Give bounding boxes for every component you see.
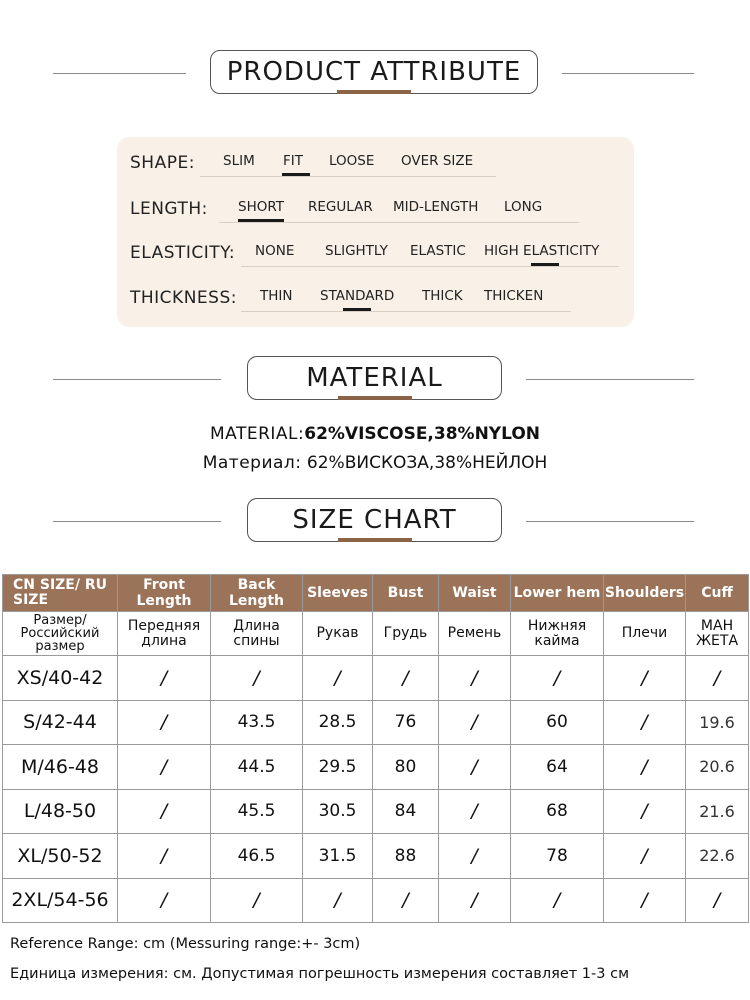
measurement-cell: 29.5 — [303, 745, 373, 790]
measurement-cell: 31.5 — [303, 834, 373, 879]
measurement-cell: / — [511, 878, 604, 923]
measurement-cell: / — [439, 700, 511, 745]
measurement-cell: / — [439, 878, 511, 923]
measurement-cell: / — [303, 878, 373, 923]
attribute-option: REGULAR — [308, 199, 373, 215]
table-header-row-ru — [3, 612, 749, 656]
header-cell: Передняя длина — [118, 612, 211, 656]
header-cell: Рукав — [303, 612, 373, 656]
attribute-option-selected: SHORT — [238, 199, 284, 215]
attribute-option-selected: FIT — [283, 153, 303, 169]
attribute-option: THICKEN — [484, 288, 544, 304]
attribute-panel — [117, 137, 634, 327]
title-accent-bar — [337, 90, 411, 94]
measurement-cell: / — [118, 789, 211, 834]
product-attribute-header — [0, 50, 750, 98]
measurement-cell: 45.5 — [211, 789, 303, 834]
material-en-label: MATERIAL: — [209, 424, 305, 444]
table-row — [3, 745, 749, 790]
measurement-cell: / — [686, 656, 749, 701]
size-table-body — [3, 656, 749, 923]
measurement-cell: 64 — [511, 745, 604, 790]
header-rule-right — [526, 521, 694, 522]
measurement-cell: 60 — [511, 700, 604, 745]
header-cell: Cuff — [686, 575, 749, 612]
header-cell: Lower hem — [511, 575, 604, 612]
header-cell: Sleeves — [303, 575, 373, 612]
measurement-cell: / — [118, 878, 211, 923]
header-cell: Bust — [373, 575, 439, 612]
header-cell: Плечи — [604, 612, 686, 656]
header-rule-right — [526, 379, 694, 380]
attribute-options — [241, 243, 619, 267]
material-en-value: 62%VISCOSE,38%NYLON — [304, 424, 541, 444]
attribute-option: SLIGHTLY — [325, 243, 388, 259]
material-ru-label: Материал: — [202, 453, 302, 473]
attribute-row-thickness — [117, 286, 634, 326]
measurement-cell: / — [373, 656, 439, 701]
measurement-cell: / — [439, 745, 511, 790]
attribute-option-selected: HIGH ELASTICITY — [484, 243, 599, 259]
header-cell: Размер/ Российский размер — [3, 612, 118, 656]
size-cell: M/46-48 — [3, 745, 118, 790]
attribute-label: LENGTH: — [130, 199, 208, 219]
title-accent-bar — [338, 396, 412, 400]
size-chart-title — [247, 498, 502, 542]
measurement-cell: 84 — [373, 789, 439, 834]
measurement-cell: 28.5 — [303, 700, 373, 745]
measurement-cell: / — [211, 878, 303, 923]
header-cell: Front Length — [118, 575, 211, 612]
product-attribute-title — [210, 50, 538, 94]
attribute-option-selected: STANDARD — [320, 288, 394, 304]
attribute-row-length — [117, 197, 634, 237]
measurement-cell: 46.5 — [211, 834, 303, 879]
size-chart-title-text: SIZE CHART — [292, 505, 457, 535]
measurement-cell: 21.6 — [686, 789, 749, 834]
measurement-cell: / — [439, 656, 511, 701]
table-row — [3, 656, 749, 701]
table-row — [3, 878, 749, 923]
measurement-cell: / — [118, 656, 211, 701]
measurement-cell: 88 — [373, 834, 439, 879]
size-table — [2, 574, 749, 923]
measurement-cell: / — [686, 878, 749, 923]
header-cell: Нижняя кайма — [511, 612, 604, 656]
reference-range-en: Reference Range: cm (Messuring range:+- 3cm) — [10, 936, 361, 952]
attribute-row-shape — [117, 151, 634, 191]
attribute-options — [200, 153, 496, 177]
size-cell: L/48-50 — [3, 789, 118, 834]
measurement-cell: / — [118, 745, 211, 790]
material-title-text: MATERIAL — [306, 363, 443, 393]
header-rule-left — [53, 521, 221, 522]
measurement-cell: 44.5 — [211, 745, 303, 790]
measurement-cell: 43.5 — [211, 700, 303, 745]
attribute-label: THICKNESS: — [130, 288, 237, 308]
attribute-option: LONG — [504, 199, 543, 215]
size-chart-header — [0, 498, 750, 546]
measurement-cell: / — [604, 878, 686, 923]
measurement-cell: 19.6 — [686, 700, 749, 745]
measurement-cell: / — [211, 656, 303, 701]
attribute-option: MID-LENGTH — [393, 199, 479, 215]
measurement-cell: / — [604, 745, 686, 790]
table-row — [3, 700, 749, 745]
header-cell: Waist — [439, 575, 511, 612]
header-cell: Грудь — [373, 612, 439, 656]
measurement-cell: / — [118, 834, 211, 879]
attribute-option: OVER SIZE — [401, 153, 474, 169]
material-en-line — [0, 424, 750, 444]
table-header-row-en — [3, 575, 749, 612]
selected-mark — [238, 219, 284, 222]
measurement-cell: / — [303, 656, 373, 701]
attribute-label: ELASTICITY: — [130, 243, 236, 263]
header-rule-left — [53, 73, 186, 74]
measurement-cell: 76 — [373, 700, 439, 745]
attribute-option: LOOSE — [329, 153, 375, 169]
product-attribute-title-text: PRODUCT ATTRIBUTE — [226, 57, 522, 87]
material-title — [247, 356, 502, 400]
measurement-cell: 30.5 — [303, 789, 373, 834]
measurement-cell: / — [373, 878, 439, 923]
header-rule-right — [562, 73, 694, 74]
header-cell: Длина спины — [211, 612, 303, 656]
material-ru-line — [0, 453, 750, 473]
table-row — [3, 834, 749, 879]
measurement-cell: 22.6 — [686, 834, 749, 879]
measurement-cell: 78 — [511, 834, 604, 879]
table-row — [3, 789, 749, 834]
size-cell: S/42-44 — [3, 700, 118, 745]
attribute-option: SLIM — [223, 153, 255, 169]
header-cell: МАН ЖЕТА — [686, 612, 749, 656]
measurement-cell: / — [604, 789, 686, 834]
header-cell: Shoulders — [604, 575, 686, 612]
measurement-cell: 80 — [373, 745, 439, 790]
selected-mark — [282, 173, 310, 176]
header-rule-left — [53, 379, 221, 380]
size-cell: 2XL/54-56 — [3, 878, 118, 923]
measurement-cell: / — [118, 700, 211, 745]
measurement-cell: / — [511, 656, 604, 701]
attribute-option: NONE — [255, 243, 295, 259]
title-accent-bar — [338, 538, 412, 542]
attribute-label: SHAPE: — [130, 153, 195, 173]
attribute-option: THIN — [260, 288, 293, 304]
attribute-options — [241, 288, 571, 312]
measurement-cell: / — [604, 656, 686, 701]
size-cell: XL/50-52 — [3, 834, 118, 879]
measurement-cell: / — [439, 789, 511, 834]
measurement-cell: 68 — [511, 789, 604, 834]
material-ru-value: 62%ВИСКОЗА,38%НЕЙЛОН — [306, 453, 548, 473]
reference-range-ru: Единица измерения: см. Допустимая погрешность измерения составляет 1-3 см — [10, 966, 630, 982]
header-cell: Back Length — [211, 575, 303, 612]
measurement-cell: / — [439, 834, 511, 879]
size-cell: XS/40-42 — [3, 656, 118, 701]
measurement-cell: / — [604, 834, 686, 879]
material-header — [0, 356, 750, 404]
attribute-row-elasticity — [117, 241, 634, 281]
attribute-option: THICK — [422, 288, 463, 304]
attribute-options — [219, 199, 579, 223]
header-cell: Ремень — [439, 612, 511, 656]
attribute-option: ELASTIC — [410, 243, 466, 259]
selected-mark — [531, 263, 559, 266]
header-cell: CN SIZE/ RU SIZE — [3, 575, 118, 612]
selected-mark — [343, 308, 371, 311]
measurement-cell: 20.6 — [686, 745, 749, 790]
measurement-cell: / — [604, 700, 686, 745]
